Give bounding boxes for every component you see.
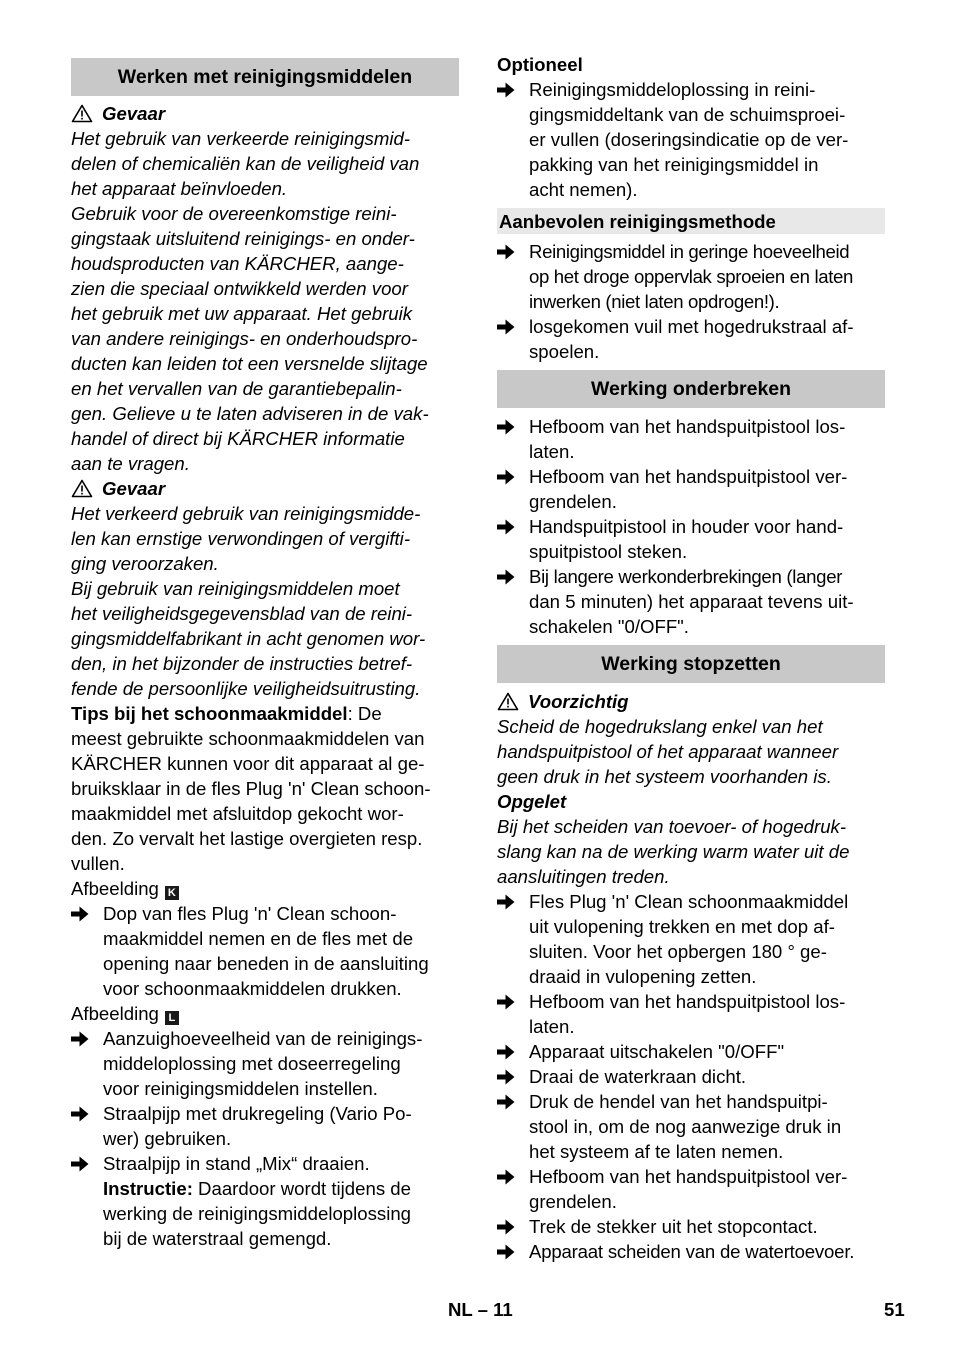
page-number: 51 xyxy=(884,1299,905,1320)
text-line: pakking van het reinigingsmiddel in xyxy=(529,154,819,175)
danger-text-2 xyxy=(71,501,459,701)
text-line: gen. Gelieve u te laten adviseren in de vak- xyxy=(71,403,429,424)
opgelet-label: Opgelet xyxy=(497,791,567,812)
arrow-right-icon xyxy=(497,1169,515,1185)
text-line: Het gebruik van verkeerde reinigingsmid- xyxy=(71,128,410,149)
bullet-item xyxy=(497,239,885,314)
bullet-item xyxy=(497,414,885,464)
text-line: Trek de stekker uit het stopcontact. xyxy=(529,1216,818,1237)
bullet-item xyxy=(71,1101,459,1151)
text-line: ging veroorzaken. xyxy=(71,553,219,574)
text-line: fende de persoonlijke veiligheidsuitrusting. xyxy=(71,678,421,699)
danger-block-1 xyxy=(71,101,459,1251)
text-line: Hefboom van het handspuitpistool ver- xyxy=(529,1166,848,1187)
text-line: schakelen "0/OFF". xyxy=(529,616,689,637)
text-line: op het droge oppervlak sproeien en laten xyxy=(529,266,854,287)
arrow-right-icon xyxy=(497,1244,515,1260)
text-line: dan 5 minuten) het apparaat tevens uit- xyxy=(529,591,854,612)
figure-letter-l: L xyxy=(165,1011,179,1025)
bullet-item xyxy=(497,1164,885,1214)
text-line: den. Zo vervalt het lastige overgieten resp. xyxy=(71,828,423,849)
bullet-item xyxy=(497,1039,885,1064)
text-line: opening naar beneden in de aansluiting xyxy=(103,953,429,974)
arrow-right-icon xyxy=(497,569,515,585)
figure-label: Afbeelding xyxy=(71,878,159,899)
text-line: delen of chemicaliën kan de veiligheid van xyxy=(71,153,420,174)
text-line: Apparaat uitschakelen "0/OFF" xyxy=(529,1041,785,1062)
bullet-item xyxy=(71,1026,459,1101)
text-line: vullen. xyxy=(71,853,125,874)
text-line: en het vervallen van de garantiebepalin- xyxy=(71,378,402,399)
text-line: slang kan na de werking warm water uit de xyxy=(497,841,850,862)
text-line: Hefboom van het handspuitpistool los- xyxy=(529,416,846,437)
text-line: Gebruik voor de overeenkomstige reini- xyxy=(71,203,397,224)
section-heading-onderbreken: Werking onderbreken xyxy=(497,370,885,408)
text-line: aan te vragen. xyxy=(71,453,190,474)
text-line: Het verkeerd gebruik van reinigingsmidde- xyxy=(71,503,421,524)
text-line: uit vulopening trekken en met dop af- xyxy=(529,916,835,937)
arrow-right-icon xyxy=(497,519,515,535)
bullet-item xyxy=(497,464,885,514)
text-line: Dop van fles Plug 'n' Clean schoon- xyxy=(103,903,397,924)
arrow-right-icon xyxy=(497,994,515,1010)
text-line: houdsproducten van KÄRCHER, aange- xyxy=(71,253,404,274)
text-line: spuitpistool steken. xyxy=(529,541,688,562)
text-line xyxy=(103,1176,459,1201)
aanbevolen-list xyxy=(497,239,885,364)
text-line: Straalpijp met drukregeling (Vario Po- xyxy=(103,1103,412,1124)
text-line: KÄRCHER kunnen voor dit apparaat al ge- xyxy=(71,753,425,774)
text-line: Bij gebruik van reinigingsmiddelen moet xyxy=(71,578,400,599)
text-line: gingsmiddeltank van de schuimsproei- xyxy=(529,104,846,125)
text-line: Reinigingsmiddeloplossing in reini- xyxy=(529,79,816,100)
text-line: Scheid de hogedrukslang enkel van het xyxy=(497,716,823,737)
danger-label: Gevaar xyxy=(102,478,166,499)
arrow-right-icon xyxy=(497,1219,515,1235)
text-line: gingstaak uitsluitend reinigings- en onder- xyxy=(71,228,415,249)
section-heading-werken: Werken met reinigingsmiddelen xyxy=(71,58,459,96)
arrow-right-icon xyxy=(497,469,515,485)
text-line: bruiksklaar in de fles Plug 'n' Clean schoon- xyxy=(71,778,431,799)
text-line: werking de reinigingsmiddeloplossing xyxy=(103,1203,412,1224)
caution-text xyxy=(497,714,885,789)
danger-label: Gevaar xyxy=(102,103,166,124)
text-line: maakmiddel met afsluitdop gekocht wor- xyxy=(71,803,404,824)
opgelet-text xyxy=(497,814,885,889)
bullet-item xyxy=(497,989,885,1039)
text-line: wer) gebruiken. xyxy=(103,1128,232,1149)
caution-label: Voorzichtig xyxy=(528,691,629,712)
text-line: draaid in vulopening zetten. xyxy=(529,966,757,987)
tips-paragraph xyxy=(71,701,459,876)
arrow-right-icon xyxy=(497,1069,515,1085)
bullet-item xyxy=(497,314,885,364)
text-line: Fles Plug 'n' Clean schoonmaakmiddel xyxy=(529,891,849,912)
text-line: Hefboom van het handspuitpistool los- xyxy=(529,991,846,1012)
text-line: Bij langere werkonderbrekingen (langer xyxy=(529,566,843,587)
text-line: Bij het scheiden van toevoer- of hogedruk- xyxy=(497,816,847,837)
text-line: inwerken (niet laten opdrogen!). xyxy=(529,291,780,312)
arrow-right-icon xyxy=(497,244,515,260)
arrow-right-icon xyxy=(71,1106,89,1122)
arrow-right-icon xyxy=(497,419,515,435)
text-line: voor schoonmaakmiddelen drukken. xyxy=(103,978,402,999)
text-line: aansluitingen treden. xyxy=(497,866,670,887)
text-line: er vullen (doseringsindicatie op de ver- xyxy=(529,129,849,150)
text-line: het apparaat beïnvloeden. xyxy=(71,178,288,199)
text-line xyxy=(71,701,459,726)
arrow-right-icon xyxy=(497,82,515,98)
instructie-label: Instructie: xyxy=(103,1178,193,1199)
figure-ref-l xyxy=(71,1001,459,1026)
subsection-heading-aanbevolen: Aanbevolen reinigingsmethode xyxy=(497,208,885,234)
text-line: den, in het bijzonder de instructies betref- xyxy=(71,653,413,674)
bullet-item xyxy=(497,1239,885,1264)
bullet-item xyxy=(497,1214,885,1239)
text-line: maakmiddel nemen en de fles met de xyxy=(103,928,414,949)
caution-header xyxy=(497,689,885,714)
bullet-item xyxy=(71,1151,459,1251)
bullet-item xyxy=(497,889,885,989)
text-line: Reinigingsmiddel in geringe hoeveelheid xyxy=(529,241,850,262)
bullet-item xyxy=(497,1089,885,1164)
text-line: meest gebruikte schoonmaakmiddelen van xyxy=(71,728,425,749)
text-line: len kan ernstige verwondingen of vergifti- xyxy=(71,528,411,549)
text-line: Straalpijp in stand „Mix“ draaien. xyxy=(103,1153,370,1174)
text-line: het systeem af te laten nemen. xyxy=(529,1141,784,1162)
bullet-item xyxy=(497,1064,885,1089)
tips-heading: Tips bij het schoonmaakmiddel xyxy=(71,703,348,724)
warning-icon xyxy=(497,692,519,711)
text-line: laten. xyxy=(529,441,575,462)
text-line: middeloplossing met doseerregeling xyxy=(103,1053,401,1074)
text-line: bij de waterstraal gemengd. xyxy=(103,1228,332,1249)
text-line: zien die speciaal ontwikkeld werden voor xyxy=(71,278,408,299)
danger-text-1 xyxy=(71,126,459,476)
bullet-item xyxy=(71,901,459,1001)
text-line: stool in, om de nog aanwezige druk in xyxy=(529,1116,842,1137)
text-line: gingsmiddelfabrikant in acht genomen wor- xyxy=(71,628,426,649)
text-line: voor reinigingsmiddelen instellen. xyxy=(103,1078,378,1099)
footer-page-label: NL – 11 xyxy=(448,1299,513,1320)
danger-header-2 xyxy=(71,476,459,501)
text-line: Aanzuighoeveelheid van de reinigings- xyxy=(103,1028,423,1049)
figure-label: Afbeelding xyxy=(71,1003,159,1024)
text-line: losgekomen vuil met hogedrukstraal af- xyxy=(529,316,854,337)
bullet-item xyxy=(497,564,885,639)
text-line: Hefboom van het handspuitpistool ver- xyxy=(529,466,848,487)
arrow-right-icon xyxy=(497,1044,515,1060)
arrow-right-icon xyxy=(71,906,89,922)
arrow-right-icon xyxy=(497,1094,515,1110)
arrow-right-icon xyxy=(497,319,515,335)
tips-first-rest: : De xyxy=(347,703,382,724)
text-line: spoelen. xyxy=(529,341,600,362)
danger-header-1 xyxy=(71,101,459,126)
text-line: laten. xyxy=(529,1016,575,1037)
arrow-right-icon xyxy=(71,1156,89,1172)
onderbreken-list xyxy=(497,414,885,639)
bullet-item xyxy=(497,77,885,202)
bullet-item xyxy=(497,514,885,564)
instructie-first-rest: Daardoor wordt tijdens de xyxy=(192,1178,411,1199)
figure-letter-k: K xyxy=(165,886,179,900)
text-line: van andere reinigings- en onderhoudspro- xyxy=(71,328,418,349)
warning-icon xyxy=(71,479,93,498)
section-heading-stopzetten: Werking stopzetten xyxy=(497,645,885,683)
text-line: handel of direct bij KÄRCHER informatie xyxy=(71,428,405,449)
text-line: geen druk in het systeem voorhanden is. xyxy=(497,766,832,787)
text-line: het veiligheidsgegevensblad van de reini- xyxy=(71,603,413,624)
warning-icon xyxy=(71,104,93,123)
text-line: Druk de hendel van het handspuitpi- xyxy=(529,1091,828,1112)
stopzetten-block xyxy=(497,689,885,1264)
optioneel-heading: Optioneel xyxy=(497,54,583,75)
text-line: Draai de waterkraan dicht. xyxy=(529,1066,747,1087)
text-line: grendelen. xyxy=(529,491,617,512)
arrow-right-icon xyxy=(71,1031,89,1047)
text-line: grendelen. xyxy=(529,1191,617,1212)
text-line: ducten kan leiden tot een versnelde slijtage xyxy=(71,353,428,374)
text-line: acht nemen). xyxy=(529,179,638,200)
text-line: het gebruik met uw apparaat. Het gebruik xyxy=(71,303,413,324)
text-line: sluiten. Voor het opbergen 180 ° ge- xyxy=(529,941,827,962)
optioneel-block xyxy=(497,52,885,202)
text-line: Handspuitpistool in houder voor hand- xyxy=(529,516,844,537)
figure-ref-k xyxy=(71,876,459,901)
text-line: Apparaat scheiden van de watertoevoer. xyxy=(529,1241,855,1262)
text-line: handspuitpistool of het apparaat wanneer xyxy=(497,741,839,762)
arrow-right-icon xyxy=(497,894,515,910)
